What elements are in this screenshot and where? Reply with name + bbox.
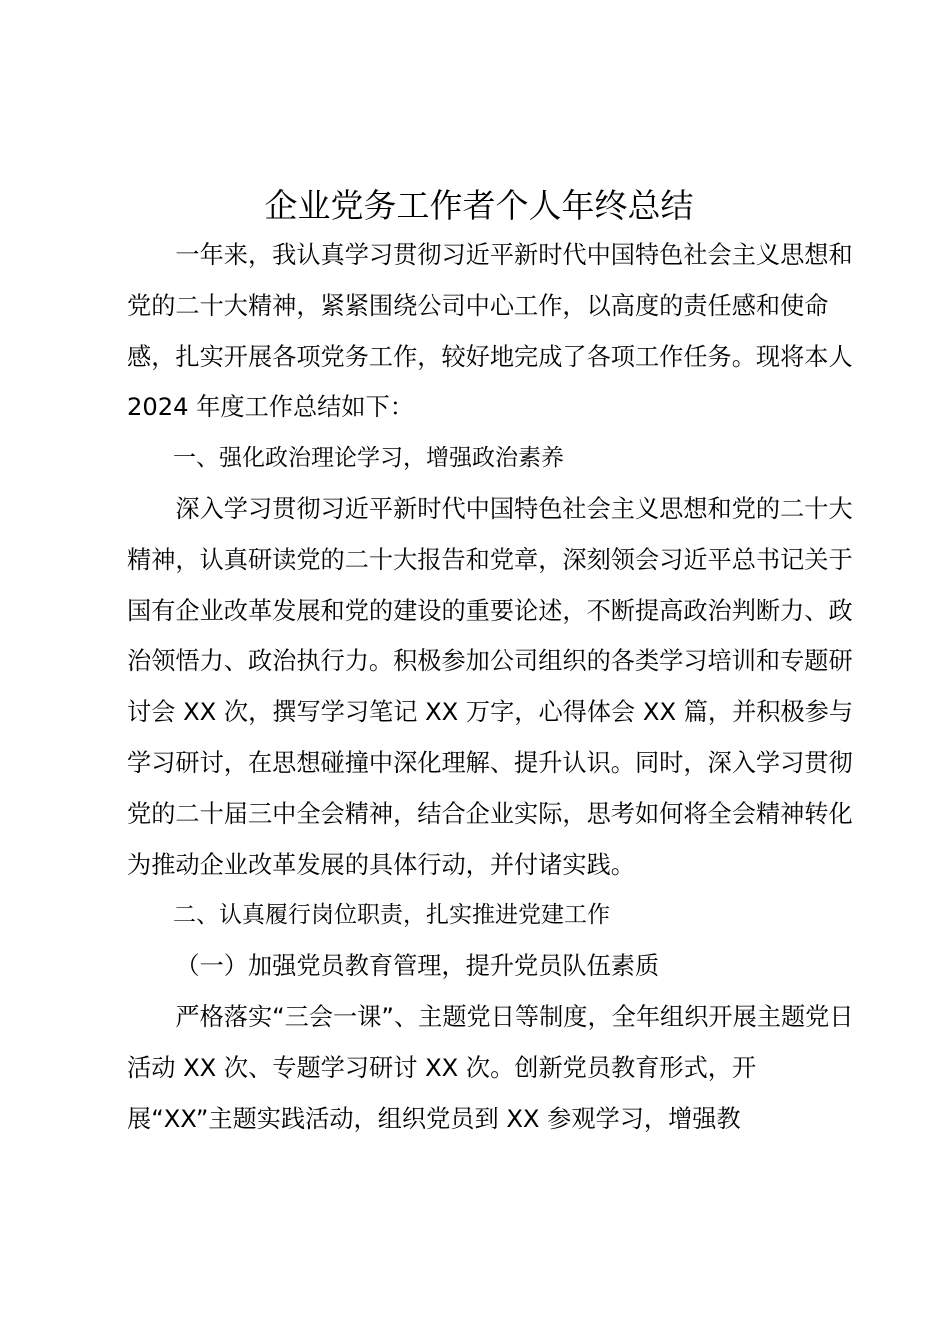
section-heading-1: 一、强化政治理论学习，增强政治素养 [173,445,564,472]
section-1-paragraph: 深入学习贯彻习近平新时代中国特色社会主义思想和党的二十大精神，认真研读党的二十大报告和党章，深刻领会习近平总书记关于国有企业改革发展和党的建设的重要论述，不断提高政治判断力、政治领悟力、政治执行力。积极参加公司组织的各类学习培训和专题研讨会 XX 次，撰写学习笔记 XX 万字，心得体会 XX 篇，并积极参与学习研讨，在思想碰撞中深化理解、提升认识。同时，深入学习贯彻党的二十届三中全会精神，结合企业实际，思考如何将全会精神转化为推动企业改革发展的具体行动，并付诸实践。 [127,494,854,879]
document-title: 企业党务工作者个人年终总结 [264,186,694,225]
subsection-heading-2-1: （一）加强党员教育管理，提升党员队伍素质 [175,952,660,981]
intro-paragraph: 一年来，我认真学习贯彻习近平新时代中国特色社会主义思想和党的二十大精神，紧紧围绕公司中心工作，以高度的责任感和使命感，扎实开展各项党务工作，较好地完成了各项工作任务。现将本人 2024 年度工作总结如下： [127,241,853,422]
subsection-2-1-paragraph: 严格落实“三会一课”、主题党日等制度，全年组织开展主题党日活动 XX 次、专题学习研讨 XX 次。创新党员教育形式，开展“XX”主题实践活动，组织党员到 XX 参观学习，增强教 [127,1002,854,1133]
section-heading-2: 二、认真履行岗位职责，扎实推进党建工作 [173,902,610,929]
document-body [127,230,857,1144]
